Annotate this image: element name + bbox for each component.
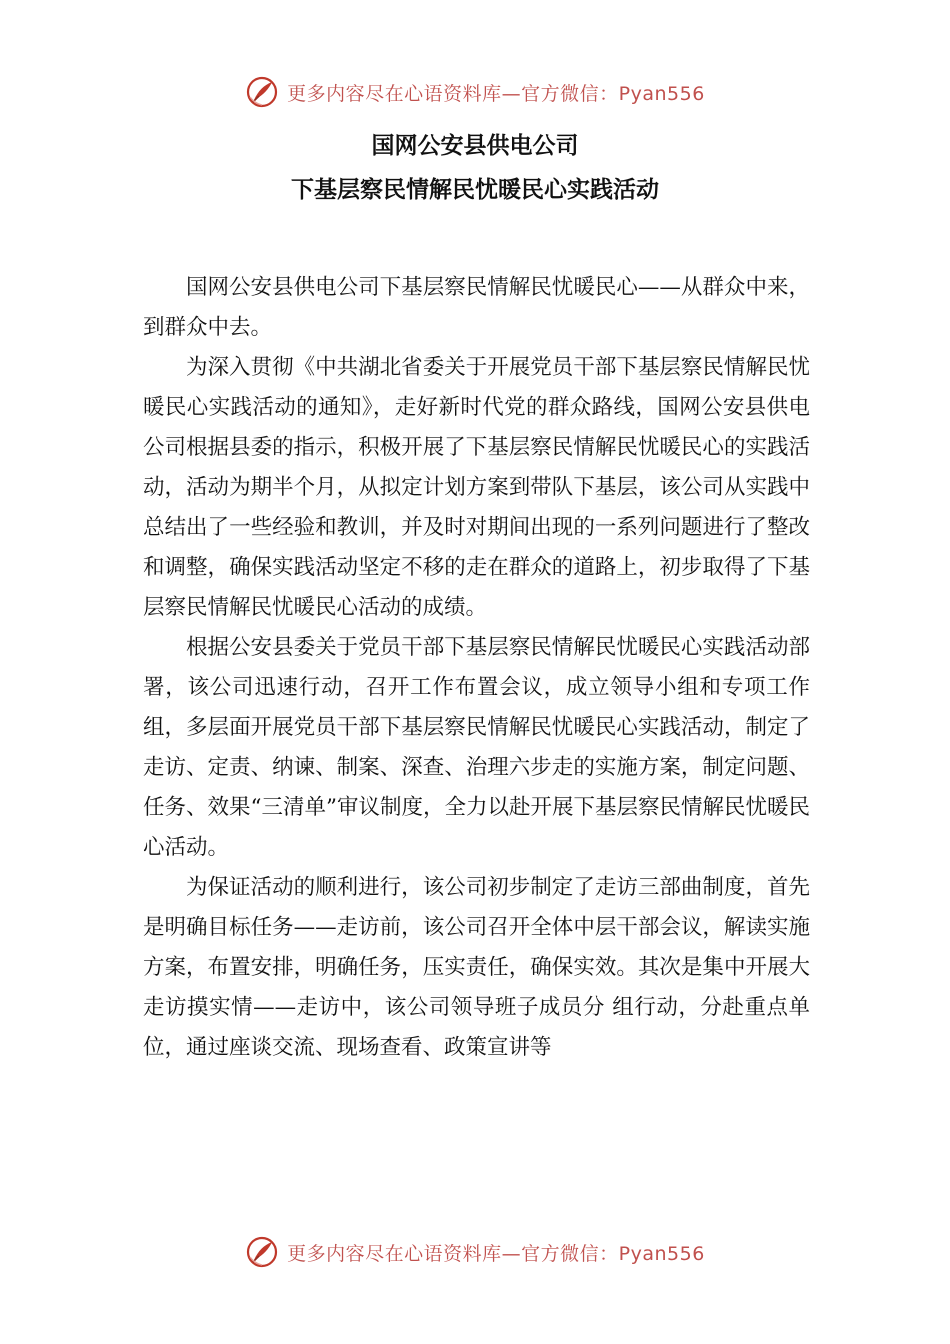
- paragraph: 为深入贯彻《中共湖北省委关于开展党员干部下基层察民情解民忧暖民心实践活动的通知》，走好新时代党的群众路线，国网公安县供电公司根据县委的指示，积极开展了下基层察民情解民忧暖民心的实践活动，活动为期半个月，从拟定计划方案到带队下基层，该公司从实践中总结出了一些经验和教训，并及时对期间出现的一系列问题进行了整改和调整，确保实践活动坚定不移的走在群众的道路上，初步取得了下基层察民情解民忧暖民心活动的成绩。: [143, 355, 810, 620]
- document-title: [0, 124, 950, 212]
- paragraph: 根据公安县委关于党员干部下基层察民情解民忧暖民心实践活动部署，该公司迅速行动，召开工作布置会议，成立领导小组和专项工作组，多层面开展党员干部下基层察民情解民忧暖民心实践活动，制定了走访、定责、纳谏、制案、深查、治理六步走的实施方案，制定问题、任务、效果“三清单”审议制度，全力以赴开展下基层察民情解民忧暖民心活动。: [143, 635, 810, 860]
- document-body: [143, 268, 810, 1068]
- footer-banner-text: 更多内容尽在心语资料库—官方微信：Pyan556: [287, 1242, 705, 1265]
- header-banner-text: 更多内容尽在心语资料库—官方微信：Pyan556: [287, 82, 705, 105]
- header-banner: [0, 72, 950, 112]
- paragraph: 国网公安县供电公司下基层察民情解民忧暖民心——从群众中来，到群众中去。: [143, 275, 810, 340]
- title-line-2: 下基层察民情解民忧暖民心实践活动: [291, 177, 659, 203]
- quill-logo-icon: [245, 75, 279, 109]
- footer-banner: [0, 1232, 950, 1272]
- quill-logo-icon: [245, 1235, 279, 1269]
- paragraph: 为保证活动的顺利进行，该公司初步制定了走访三部曲制度，首先是明确目标任务——走访前，该公司召开全体中层干部会议，解读实施方案，布置安排，明确任务，压实责任，确保实效。其次是集中开展大走访摸实情——走访中，该公司领导班子成员分 组行动，分赴重点单位，通过座谈交流、现场查看、政策宣讲等: [143, 875, 810, 1060]
- title-line-1: 国网公安县供电公司: [371, 133, 579, 159]
